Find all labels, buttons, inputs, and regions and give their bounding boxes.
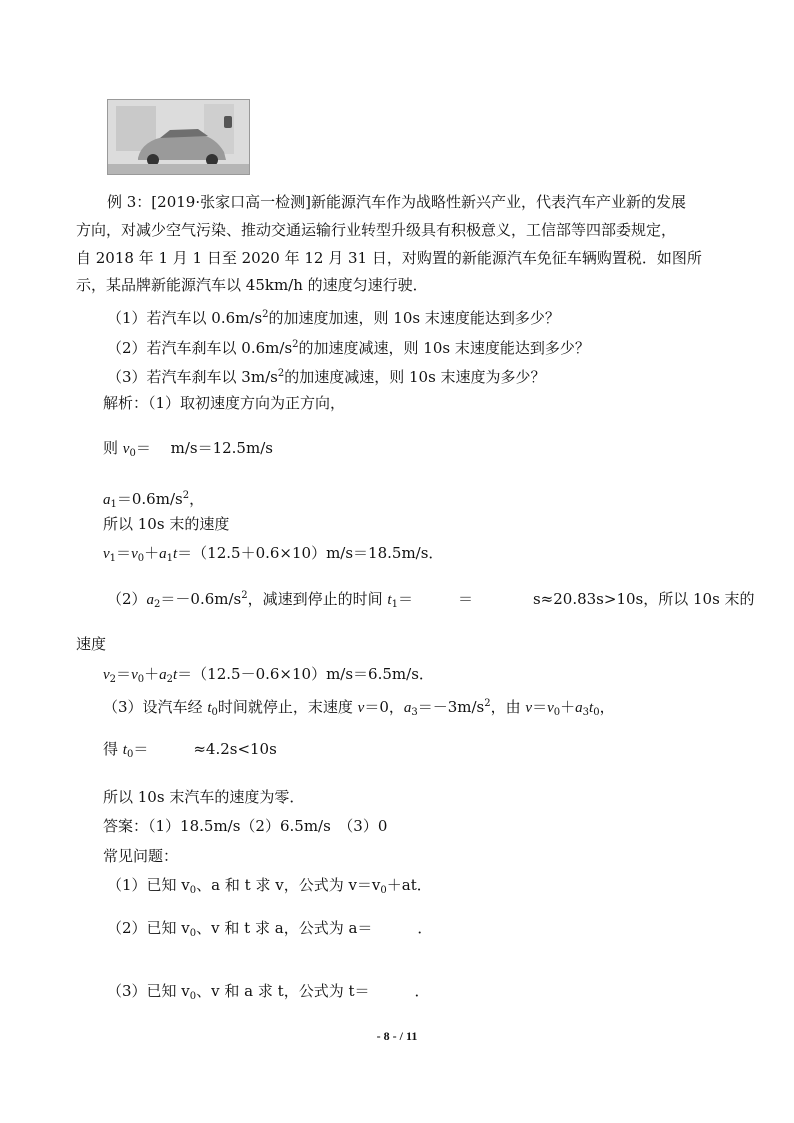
subscript: 0 <box>126 749 134 760</box>
v1-value: ＝（12.5＋0.6×10）m/s＝18.5m/s． <box>177 544 444 562</box>
so-10s-line: 所以 10s 末的速度 <box>103 515 230 533</box>
question-1-part-a: （1）若汽车以 0.6m/s <box>107 309 263 327</box>
var-a: a <box>403 700 412 716</box>
var-v: v <box>525 700 533 716</box>
car-charging-photo <box>107 99 250 175</box>
question-3-part-b: 的加速度减速，则 10s 末速度为多少？ <box>284 368 546 386</box>
question-2-part-b: 的加速度减速，则 10s 末速度能达到多少？ <box>298 339 590 357</box>
example-line-1: 例 3：[2019·张家口高一检测]新能源汽车作为战略性新兴产业，代表汽车产业新的发展 <box>107 193 686 211</box>
part-3-b: 时间就停止，末速度 <box>217 698 358 716</box>
question-1-part-b: 的加速度加速，则 10s 末速度能达到多少？ <box>268 309 560 327</box>
subscript: 0 <box>553 707 561 718</box>
part-2-line <box>107 586 755 615</box>
faq-item-2 <box>107 918 432 944</box>
v0-line <box>103 438 273 464</box>
question-2 <box>107 335 590 358</box>
faq-1-a: （1）已知 v <box>107 876 190 894</box>
faq-item-3 <box>107 981 430 1007</box>
subscript: 2 <box>154 599 161 610</box>
answer: 答案：（1）18.5m/s（2）6.5m/s （3）0 <box>103 817 388 835</box>
a2-value: ＝－0.6m/s <box>160 590 242 608</box>
t0-line <box>103 739 277 765</box>
question-2-part-a: （2）若汽车刹车以 0.6m/s <box>107 339 293 357</box>
faq-2-b: 、v 和 t 求 a，公式为 a＝ ． <box>196 919 433 937</box>
conclusion: 所以 10s 末汽车的速度为零． <box>103 788 305 806</box>
var-v: v <box>103 667 110 683</box>
equals: ＝ <box>532 698 548 716</box>
example-line-4: 示，某品牌新能源汽车以 45km/h 的速度匀速行驶． <box>76 276 428 294</box>
part-2-prefix: （2） <box>107 590 147 608</box>
subscript: 0 <box>189 991 197 1002</box>
subscript: 1 <box>109 553 117 564</box>
subscript: 1 <box>110 499 117 510</box>
subscript: 0 <box>380 885 387 896</box>
part-3-line: （3）设汽车经 $t_0$时间就停止，末速度 v＝0，$a_3=-3m/s^2$，由 $v=v_0+a_3t_0$， <box>103 698 615 718</box>
plus: ＋ <box>144 544 160 562</box>
var-t: t <box>173 546 178 562</box>
part-2-equation: ＝ ＝ s≈20.83s>10s，所以 10s 末的 <box>397 590 755 608</box>
faq-1-c: ＋at． <box>386 876 432 894</box>
var-v: v <box>131 667 138 683</box>
question-1 <box>107 305 560 328</box>
var-t: t <box>173 667 178 683</box>
v0-prefix: 则 <box>103 439 123 457</box>
var-a: a <box>159 667 167 683</box>
question-3 <box>107 364 546 387</box>
faq-item-1 <box>107 875 432 901</box>
var-v: v <box>131 546 138 562</box>
car-illustration <box>108 100 250 175</box>
subscript: 0 <box>189 885 197 896</box>
page-number: - 8 - / 11 <box>376 1029 418 1043</box>
t0-prefix: 得 <box>103 740 123 758</box>
var-t: t <box>387 592 392 608</box>
subscript: 0 <box>211 707 218 718</box>
var-a: a <box>146 592 155 608</box>
superscript: 2 <box>241 590 248 601</box>
faq-1-b: 、a 和 t 求 v，公式为 v＝v <box>196 876 381 894</box>
var-a: a <box>159 546 167 562</box>
var-v: v <box>103 546 110 562</box>
v0-value: ＝ m/s＝12.5m/s <box>135 439 273 457</box>
a1-line: $a_1=0.6m/s^2$， <box>103 490 205 510</box>
v1-line <box>103 543 443 569</box>
subscript: 2 <box>109 674 117 685</box>
superscript: 2 <box>484 698 491 709</box>
var-t: t <box>589 700 594 716</box>
var-v: v <box>357 700 365 716</box>
part-3-e: ，由 <box>490 698 526 716</box>
var-t: t <box>122 742 127 758</box>
var-v: v <box>122 441 130 457</box>
var-t: t <box>207 700 212 716</box>
t0-value: ＝ ≈4.2s<10s <box>133 740 277 758</box>
faq-title: 常见问题： <box>103 847 179 865</box>
superscript: 2 <box>182 490 190 501</box>
v2-line <box>103 664 434 690</box>
var-v: v <box>547 700 554 716</box>
superscript: 2 <box>262 309 269 320</box>
subscript: 2 <box>166 674 173 685</box>
equals: ＝ <box>116 544 132 562</box>
part-3-d: ＝－3m/s <box>417 698 485 716</box>
faq-3-b: 、v 和 a 求 t，公式为 t＝ ． <box>196 982 430 1000</box>
subscript: 0 <box>137 674 145 685</box>
faq-3-a: （3）已知 v <box>107 982 190 1000</box>
subscript: 0 <box>129 448 136 459</box>
var-a: a <box>103 492 111 508</box>
question-3-part-a: （3）若汽车刹车以 3m/s <box>107 368 278 386</box>
superscript: 2 <box>292 339 299 350</box>
subscript: 0 <box>137 553 145 564</box>
equals: ＝ <box>116 665 132 683</box>
solution-intro: 解析：（1）取初速度方向为正方向， <box>103 394 346 412</box>
subscript: 3 <box>582 707 590 718</box>
subscript: 3 <box>411 707 418 718</box>
subscript: 0 <box>593 707 600 718</box>
subscript: 1 <box>166 553 173 564</box>
example-line-2: 方向，对减少空气污染、推动交通运输行业转型升级具有积极意义，工信部等四部委规定， <box>76 221 677 239</box>
plus: ＋ <box>560 698 576 716</box>
part-2-continued: 速度 <box>76 635 107 653</box>
subscript: 1 <box>391 599 398 610</box>
subscript: 0 <box>189 928 197 939</box>
faq-2-a: （2）已知 v <box>107 919 190 937</box>
part-3-a: （3）设汽车经 <box>103 698 208 716</box>
v2-value: ＝（12.5－0.6×10）m/s＝6.5m/s． <box>177 665 434 683</box>
example-line-3: 自 2018 年 1 月 1 日至 2020 年 12 月 31 日，对购置的新能源汽车免征车辆购置税．如图所 <box>76 249 702 267</box>
superscript: 2 <box>277 368 285 379</box>
plus: ＋ <box>144 665 160 683</box>
part-3-c: ＝0， <box>364 698 404 716</box>
var-a: a <box>575 700 583 716</box>
a1-value: ＝0.6m/s <box>116 490 183 508</box>
part-2-mid: ，减速到停止的时间 <box>247 590 388 608</box>
